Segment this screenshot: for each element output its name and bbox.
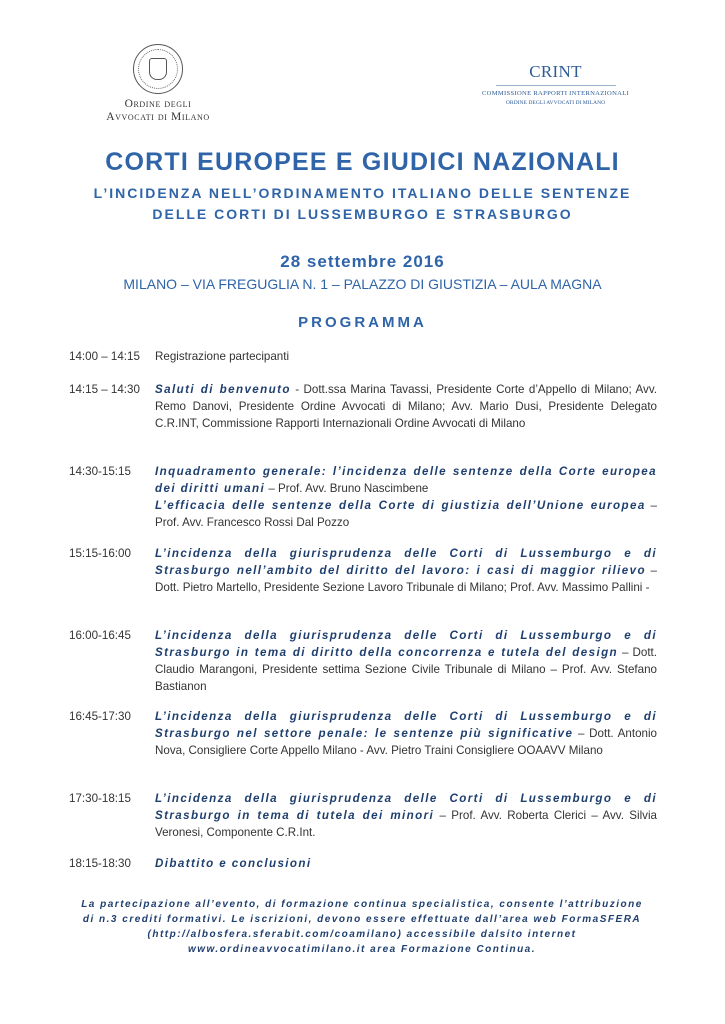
program-time: 16:45-17:30 bbox=[69, 710, 131, 723]
session-title: L’incidenza della giurisprudenza delle Corti di Lussemburgo e di Strasburgo nell’ambito del diritto del lavoro: i casi di maggior rilievo bbox=[155, 547, 657, 577]
footer-line: www.ordineavvocatimilano.it area Formazione Continua. bbox=[187, 944, 537, 955]
ordine-avvocati-logo bbox=[92, 44, 224, 124]
program-body bbox=[155, 708, 657, 759]
crint-divider bbox=[496, 85, 616, 86]
program-item bbox=[69, 545, 657, 596]
program-item bbox=[69, 708, 657, 759]
program-item bbox=[69, 790, 657, 841]
program-item bbox=[69, 855, 657, 872]
session-title: Inquadramento generale: l’incidenza delle sentenze della Corte europea dei diritti umani bbox=[155, 465, 657, 495]
crint-subtitle: COMMISSIONE RAPPORTI INTERNAZIONALI bbox=[481, 90, 630, 97]
session-speakers: – Prof. Avv. Francesco Rossi Dal Pozzo bbox=[155, 499, 657, 529]
session-title: L’incidenza della giurisprudenza delle Corti di Lussemburgo e di Strasburgo nel settore penale: le sentenze più significative bbox=[155, 710, 657, 740]
session-speakers: – Dott. Claudio Marangoni, Presidente settima Sezione Civile Tribunale di Milano – Prof. Avv. Stefano Bastianon bbox=[155, 646, 657, 693]
event-venue: MILANO – VIA FREGUGLIA N. 1 – PALAZZO DI GIUSTIZIA – AULA MAGNA bbox=[123, 276, 602, 292]
footer-line: di n.3 crediti formativi. Le iscrizioni, devono essere effettuate dall’area web FormaSFERA bbox=[82, 914, 642, 925]
program-time: 16:00-16:45 bbox=[69, 629, 131, 642]
program-item bbox=[69, 348, 657, 365]
program-body bbox=[155, 855, 657, 872]
program-time: 15:15-16:00 bbox=[69, 547, 131, 560]
program-body bbox=[155, 627, 657, 695]
session-speakers: – Prof. Avv. Bruno Nascimbene bbox=[265, 482, 429, 495]
subtitle-line-2: DELLE CORTI DI LUSSEMBURGO E STRASBURGO bbox=[152, 206, 573, 222]
session-speakers: – Dott. Pietro Martello, Presidente Sezione Lavoro Tribunale di Milano; Prof. Avv. Massimo Pallini - bbox=[155, 564, 657, 594]
footer-line: La partecipazione all’evento, di formazione continua specialistica, consente l’attribuzione bbox=[81, 899, 643, 910]
program-item bbox=[69, 381, 657, 432]
program-time: 18:15-18:30 bbox=[69, 857, 131, 870]
crint-title: CRINT bbox=[529, 62, 582, 81]
program-item bbox=[69, 627, 657, 695]
ordine-name-line-2: Avvocati di Milano bbox=[106, 111, 210, 123]
footer-line: (http://albosfera.sferabit.com/coamilano) accessibile dalsito internet bbox=[147, 929, 577, 940]
session-speakers: – Dott. Antonio Nova, Consigliere Corte Appello Milano - Avv. Pietro Traini Consigliere OOAAVV Milano bbox=[155, 727, 657, 757]
event-date: 28 settembre 2016 bbox=[280, 252, 445, 271]
session-title: Saluti di benvenuto bbox=[155, 383, 291, 396]
program-text: Registrazione partecipanti bbox=[155, 350, 290, 363]
session-title: Dibattito e conclusioni bbox=[155, 857, 312, 870]
program-time: 17:30-18:15 bbox=[69, 792, 131, 805]
subtitle-line-1: L’INCIDENZA NELL’ORDINAMENTO ITALIANO DELLE SENTENZE bbox=[93, 185, 632, 201]
session-title: L’incidenza della giurisprudenza delle Corti di Lussemburgo e di Strasburgo in tema di diritto della concorrenza e tutela del design bbox=[155, 629, 657, 659]
program-time: 14:15 – 14:30 bbox=[69, 383, 140, 396]
footer-note bbox=[62, 897, 662, 957]
program-body bbox=[155, 463, 657, 531]
program-item bbox=[69, 463, 657, 531]
session-speakers: - Dott.ssa Marina Tavassi, Presidente Corte d’Appello di Milano; Avv. Remo Danovi, Presidente Ordine Avvocati di Milano; Avv. Mario Dusi, Presidente Delegato C.R.INT, Commissione Rapporti Internazionali Ordine Avvocati di Milano bbox=[155, 383, 657, 430]
program-body bbox=[155, 790, 657, 841]
program-body bbox=[155, 381, 657, 432]
program-body bbox=[155, 348, 657, 365]
crint-logo bbox=[478, 62, 633, 106]
program-body bbox=[155, 545, 657, 596]
session-speakers: – Prof. Avv. Roberta Clerici – Avv. Silvia Veronesi, Componente C.R.Int. bbox=[155, 809, 657, 839]
page-title: CORTI EUROPEE E GIUDICI NAZIONALI bbox=[105, 148, 620, 176]
ordine-name-line-1: Ordine degli bbox=[124, 98, 192, 110]
program-heading: PROGRAMMA bbox=[298, 314, 427, 331]
session-title: L’efficacia delle sentenze della Corte di giustizia dell’Unione europea bbox=[155, 499, 646, 512]
session-title: L’incidenza della giurisprudenza delle Corti di Lussemburgo e di Strasburgo in tema di tutela dei minori bbox=[155, 792, 657, 822]
program-time: 14:30-15:15 bbox=[69, 465, 131, 478]
crint-subtitle-2: ORDINE DEGLI AVVOCATI DI MILANO bbox=[505, 100, 606, 106]
ordine-seal-icon bbox=[133, 44, 183, 94]
program-time: 14:00 – 14:15 bbox=[69, 350, 140, 363]
